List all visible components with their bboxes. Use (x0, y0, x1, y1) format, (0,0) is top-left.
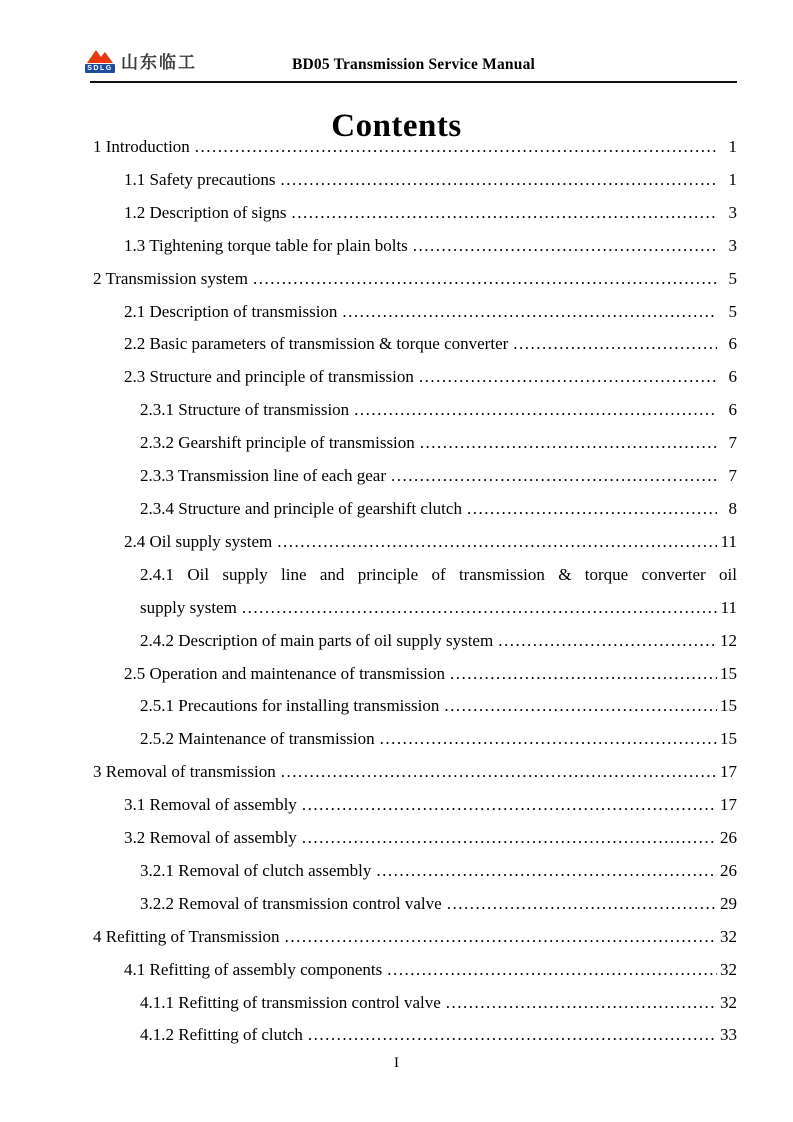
toc-entry-page-number: 1 (728, 169, 737, 189)
dot-leader (242, 592, 717, 625)
toc-entry-wrapped-first-line: 2.4.1 Oil supply line and principle of transmission & torque converter oil (140, 564, 737, 584)
toc-entry-label: 4.1.1 Refitting of transmission control valve (140, 992, 441, 1012)
dot-leader (253, 263, 717, 296)
toc-entry-page-number: 33 (720, 1025, 737, 1045)
dot-leader (419, 361, 717, 394)
toc-entry-label: 2.5.2 Maintenance of transmission (140, 729, 375, 749)
toc-entry-page-number: 29 (720, 893, 737, 913)
toc-entry-label: 3.2 Removal of assembly (124, 828, 297, 848)
toc-entry-page-number: 3 (728, 235, 737, 255)
dot-leader (467, 493, 717, 526)
toc-entry-page-number: 7 (728, 466, 737, 486)
toc-entry-label: 2.3.3 Transmission line of each gear (140, 466, 386, 486)
dot-leader (342, 296, 717, 329)
toc-entry (93, 954, 737, 987)
toc-entry-page-number: 6 (728, 400, 737, 420)
dot-leader (513, 328, 717, 361)
toc-entry-label: supply system (140, 597, 237, 617)
page-number-footer: I (394, 1055, 399, 1071)
toc-entry-page-number: 5 (728, 268, 737, 288)
toc-entry (93, 690, 737, 723)
toc-entry-label: 4.1 Refitting of assembly components (124, 959, 383, 979)
toc-entry-page-number: 12 (720, 630, 737, 650)
sdlg-logo-text: SDLG (85, 64, 115, 73)
toc-entry-page-number: 26 (720, 860, 737, 880)
dot-leader (354, 394, 717, 427)
toc-entry (93, 263, 737, 296)
toc-entry-page-number: 26 (720, 828, 737, 848)
toc-entry (93, 427, 737, 460)
toc-entry-page-number: 15 (720, 663, 737, 683)
dot-leader (450, 658, 717, 691)
toc-entry-label: 3.2.1 Removal of clutch assembly (140, 860, 372, 880)
dot-leader (376, 855, 717, 888)
toc-entry-label: 2.4 Oil supply system (124, 531, 273, 551)
dot-leader (277, 526, 717, 559)
dot-leader (387, 954, 717, 987)
toc-entry (93, 493, 737, 526)
toc-entry-page-number: 15 (720, 696, 737, 716)
toc-entry-label: 1.1 Safety precautions (124, 169, 276, 189)
toc-entry-page-number: 5 (728, 301, 737, 321)
toc-entry-label: 1.2 Description of signs (124, 202, 287, 222)
toc-entry (93, 625, 737, 658)
toc-entry (93, 658, 737, 691)
dot-leader (281, 756, 717, 789)
toc-entry (93, 131, 737, 164)
toc-entry-label: 2.3.4 Structure and principle of gearshift clutch (140, 498, 462, 518)
toc-entry-label: 2 Transmission system (93, 268, 248, 288)
toc-entry-page-number: 17 (720, 795, 737, 815)
toc-list (93, 131, 737, 1052)
toc-entry (93, 361, 737, 394)
toc-entry-page-number: 7 (728, 433, 737, 453)
toc-entry-page-number: 3 (728, 202, 737, 222)
toc-entry-label: 1 Introduction (93, 137, 190, 156)
toc-entry-label: 2.3.1 Structure of transmission (140, 400, 350, 420)
toc-entry (93, 394, 737, 427)
dot-leader (308, 1019, 717, 1052)
toc-entry-label: 2.5 Operation and maintenance of transmission (124, 663, 446, 683)
dot-leader (391, 460, 717, 493)
toc-entry (93, 526, 737, 559)
toc-entry-page-number: 1 (728, 137, 737, 156)
toc-entry (93, 855, 737, 888)
sdlg-logo (84, 48, 197, 73)
toc-entry-page-number: 8 (728, 498, 737, 518)
toc-entry (93, 592, 737, 625)
toc-entry-page-number: 32 (720, 992, 737, 1012)
dot-leader (420, 427, 717, 460)
toc-entry (93, 230, 737, 263)
toc-entry-page-number: 6 (728, 367, 737, 387)
dot-leader (302, 789, 717, 822)
toc-entry (93, 987, 737, 1020)
toc-entry-page-number: 6 (728, 334, 737, 354)
toc-entry-label: 2.2 Basic parameters of transmission & torque converter (124, 334, 509, 354)
sdlg-logo-mark (84, 49, 116, 73)
dot-leader (285, 921, 717, 954)
toc-entry-label: 2.3.2 Gearshift principle of transmission (140, 433, 415, 453)
toc-entry-page-number: 17 (720, 762, 737, 782)
toc-entry (93, 789, 737, 822)
document-header (87, 46, 737, 83)
dot-leader (195, 131, 717, 164)
dot-leader (302, 822, 717, 855)
dot-leader (444, 690, 717, 723)
toc-entry-label: 3 Removal of transmission (93, 762, 276, 782)
toc-entry-label: 2.4.2 Description of main parts of oil supply system (140, 630, 494, 650)
toc-entry-page-number: 11 (720, 597, 737, 617)
toc-entry-page-number: 11 (720, 531, 737, 551)
dot-leader (446, 987, 717, 1020)
dot-leader (447, 888, 717, 921)
toc-entry-label: 4.1.2 Refitting of clutch (140, 1025, 303, 1045)
toc-entry (93, 460, 737, 493)
toc-entry-label: 2.1 Description of transmission (124, 301, 338, 321)
dot-leader (281, 164, 717, 197)
toc-entry (93, 328, 737, 361)
toc-entry-page-number: 32 (720, 959, 737, 979)
toc-entry-label: 3.1 Removal of assembly (124, 795, 297, 815)
toc-entry (93, 888, 737, 921)
brand-name-chinese: 山东临工 (121, 53, 197, 73)
toc-entry (93, 756, 737, 789)
dot-leader (413, 230, 717, 263)
toc-entry (93, 723, 737, 756)
mountain-icon (85, 49, 115, 64)
toc-entry (93, 921, 737, 954)
toc-entry-label: 2.5.1 Precautions for installing transmission (140, 696, 440, 716)
toc-entry (93, 1019, 737, 1052)
toc-entry-label: 4 Refitting of Transmission (93, 926, 280, 946)
toc-entry-page-number: 15 (720, 729, 737, 749)
toc-entry-label: 3.2.2 Removal of transmission control valve (140, 893, 442, 913)
dot-leader (291, 197, 717, 230)
toc-entry (93, 296, 737, 329)
dot-leader (380, 723, 717, 756)
toc-entry (93, 197, 737, 230)
manual-title: BD05 Transmission Service Manual (291, 56, 536, 73)
dot-leader (498, 625, 717, 658)
toc-entry-page-number: 32 (720, 926, 737, 946)
toc-entry-label: 1.3 Tightening torque table for plain bolts (124, 235, 408, 255)
toc-entry (93, 822, 737, 855)
toc-entry-label: 2.3 Structure and principle of transmission (124, 367, 414, 387)
toc-entry (93, 164, 737, 197)
contents-heading: Contents (331, 108, 462, 145)
